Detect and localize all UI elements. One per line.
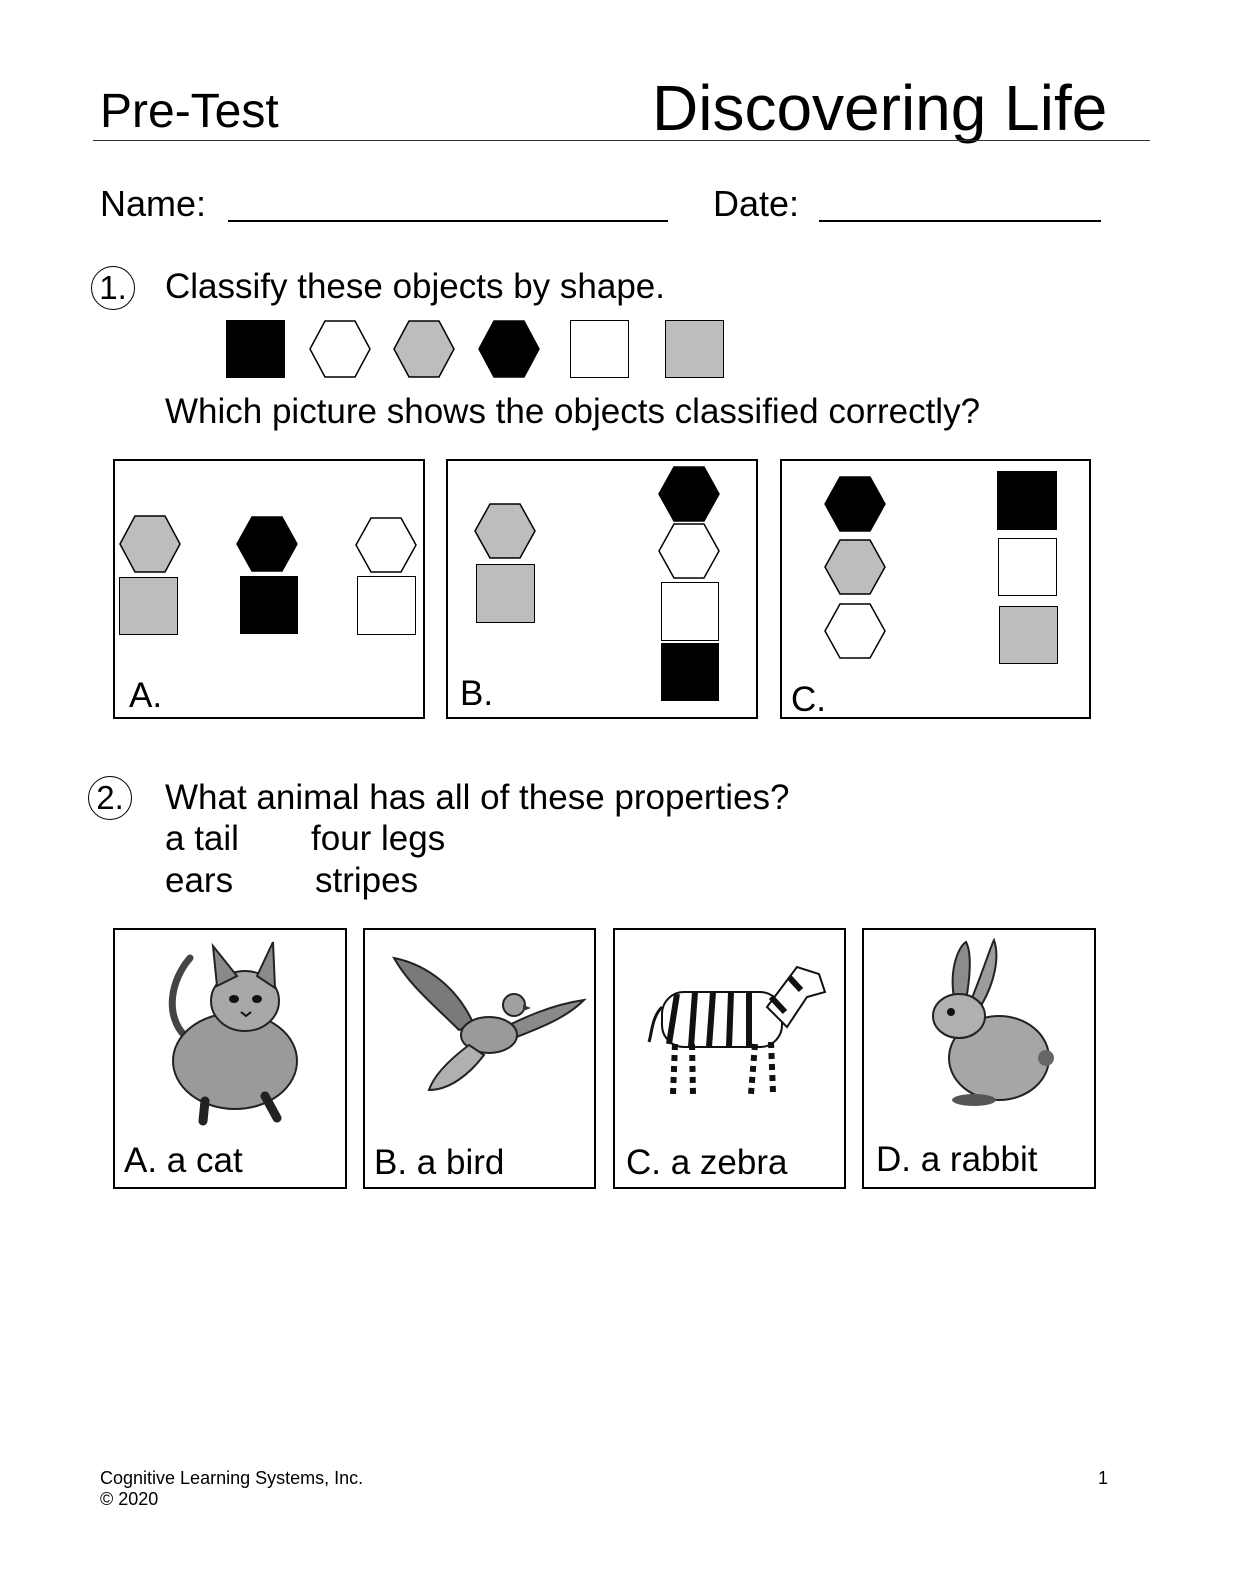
page-title: Discovering Life: [652, 72, 1108, 144]
gray-square-icon: [665, 320, 724, 378]
black-square-icon: [661, 643, 719, 701]
property-tail: a tail: [165, 819, 239, 858]
choice-1c-box[interactable]: [780, 459, 1091, 719]
gray-hexagon-icon: [119, 515, 181, 573]
shape-objects-row: [226, 320, 726, 380]
white-square-icon: [998, 538, 1057, 596]
gray-square-icon: [119, 577, 178, 635]
question-2-number: 2.: [88, 776, 132, 820]
question-1-prompt: Classify these objects by shape.: [165, 267, 665, 306]
choice-1b-label: B.: [460, 674, 494, 713]
name-field[interactable]: [228, 220, 668, 222]
property-four-legs: four legs: [311, 819, 446, 858]
gray-square-icon: [999, 606, 1058, 664]
question-2-prompt: What animal has all of these properties?: [165, 778, 790, 817]
choice-2d-label: D. a rabbit: [876, 1140, 1038, 1179]
white-hexagon-icon: [824, 603, 886, 659]
white-square-icon: [661, 582, 719, 641]
gray-hexagon-icon: [474, 503, 536, 559]
bird-icon: [389, 950, 589, 1100]
header-rule: [93, 140, 1150, 141]
black-hexagon-icon: [236, 516, 298, 572]
gray-hexagon-icon: [824, 539, 886, 595]
black-square-icon: [240, 576, 298, 634]
choice-2b-label: B. a bird: [374, 1143, 505, 1182]
footer-copyright: © 2020: [100, 1489, 159, 1509]
choice-2d-box[interactable]: [862, 928, 1096, 1189]
date-field[interactable]: [819, 220, 1101, 222]
rabbit-icon: [914, 938, 1054, 1108]
white-square-icon: [570, 320, 629, 378]
zebra-icon: [647, 952, 837, 1102]
white-hexagon-icon: [658, 523, 720, 579]
page-number: 1: [1098, 1468, 1109, 1488]
white-square-icon: [357, 576, 416, 635]
choice-1b-box[interactable]: [446, 459, 758, 719]
question-1-followup: Which picture shows the objects classified correctly?: [165, 392, 981, 431]
choice-1c-label: C.: [791, 680, 826, 719]
white-hexagon-icon: [355, 517, 417, 573]
name-label: Name:: [100, 183, 207, 224]
date-label: Date:: [713, 183, 800, 224]
property-ears: ears: [165, 861, 234, 900]
choice-2a-box[interactable]: [113, 928, 347, 1189]
black-hexagon-icon: [478, 320, 540, 378]
choice-2c-label: C. a zebra: [626, 1143, 788, 1182]
choice-1a-box[interactable]: [113, 459, 425, 719]
property-stripes: stripes: [315, 861, 419, 900]
choice-2c-box[interactable]: [613, 928, 846, 1189]
black-square-icon: [997, 471, 1057, 530]
cat-icon: [145, 936, 315, 1126]
white-hexagon-icon: [309, 320, 371, 378]
footer-publisher: Cognitive Learning Systems, Inc.: [100, 1468, 364, 1488]
choice-1a-label: A.: [129, 676, 163, 715]
gray-hexagon-icon: [393, 320, 455, 378]
pretest-label: Pre-Test: [100, 85, 279, 138]
question-1-number: 1.: [91, 266, 135, 310]
black-square-icon: [226, 320, 285, 378]
black-hexagon-icon: [824, 476, 886, 532]
black-hexagon-icon: [658, 466, 720, 522]
choice-2b-box[interactable]: [363, 928, 596, 1189]
choice-2a-label: A. a cat: [124, 1141, 243, 1180]
gray-square-icon: [476, 564, 535, 623]
